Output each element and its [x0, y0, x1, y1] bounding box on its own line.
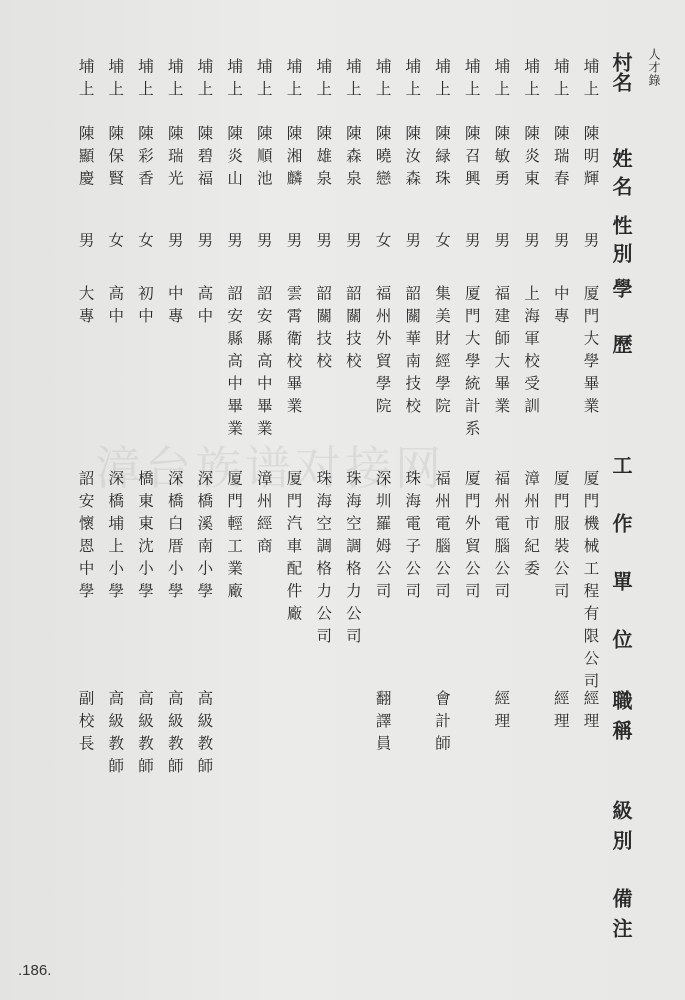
village-cell: 埔上	[314, 58, 333, 103]
education-cell: 厦門大學畢業	[581, 285, 600, 420]
workplace-cell: 厦門機械工程有限公司	[581, 470, 600, 695]
education-cell: 雲霄衛校畢業	[284, 285, 303, 420]
workplace-cell: 深橋埔上小學	[106, 470, 125, 605]
village-cell: 埔上	[225, 58, 244, 103]
education-cell: 厦門大學統計系	[462, 285, 481, 443]
title-cell: 副校長	[76, 690, 95, 758]
title-cell: 經理	[551, 690, 570, 735]
name-cell: 陳曉戀	[373, 125, 392, 193]
workplace-cell: 厦門服裝公司	[551, 470, 570, 605]
gender-cell: 男	[551, 232, 570, 255]
village-cell: 埔上	[106, 58, 125, 103]
education-cell: 中專	[551, 285, 570, 330]
workplace-cell: 珠海空調格力公司	[343, 470, 362, 650]
workplace-cell: 漳州經商	[254, 470, 273, 560]
village-cell: 埔上	[522, 58, 541, 103]
header-remarks: 備注	[609, 888, 633, 948]
name-cell: 陳汝森	[403, 125, 422, 193]
name-cell: 陳順池	[254, 125, 273, 193]
education-cell: 韶關技校	[314, 285, 333, 375]
village-cell: 埔上	[373, 58, 392, 103]
village-cell: 埔上	[492, 58, 511, 103]
header-title: 職稱	[609, 690, 633, 750]
title-cell: 高級教師	[165, 690, 184, 780]
education-cell: 高中	[106, 285, 125, 330]
name-cell: 陳瑞光	[165, 125, 184, 193]
name-cell: 陳敏勇	[492, 125, 511, 193]
title-cell: 會計師	[433, 690, 451, 758]
workplace-cell: 深橋溪南小學	[195, 470, 214, 605]
header-education: 學歷	[609, 278, 633, 390]
workplace-cell: 珠海空調格力公司	[314, 470, 333, 650]
header-workplace: 工作單位	[609, 455, 633, 687]
workplace-cell: 厦門外貿公司	[462, 470, 481, 605]
education-cell: 集美財經學院	[433, 285, 451, 420]
workplace-cell: 厦門輕工業廠	[225, 470, 244, 605]
workplace-cell: 深橋白厝小學	[165, 470, 184, 605]
watermark: 漳台族谱对接网	[95, 441, 445, 495]
name-cell: 陳瑞春	[551, 125, 570, 193]
education-cell: 上海軍校受訓	[522, 285, 541, 420]
name-cell: 陳湘麟	[284, 125, 303, 193]
gender-cell: 男	[284, 232, 303, 255]
workplace-cell: 福州電腦公司	[433, 470, 451, 605]
village-cell: 埔上	[433, 58, 451, 103]
education-cell: 詔安縣高中畢業	[225, 285, 244, 443]
village-cell: 埔上	[195, 58, 214, 103]
education-cell: 高中	[195, 285, 214, 330]
village-cell: 埔上	[343, 58, 362, 103]
workplace-cell: 深圳羅姆公司	[373, 470, 392, 605]
name-cell: 陳炎東	[522, 125, 541, 193]
village-cell: 埔上	[165, 58, 184, 103]
name-cell: 陳保賢	[106, 125, 125, 193]
village-cell: 埔上	[403, 58, 422, 103]
education-cell: 中專	[165, 285, 184, 330]
gender-cell: 男	[343, 232, 362, 255]
village-cell: 埔上	[76, 58, 95, 103]
title-cell: 經理	[492, 690, 511, 735]
header-level: 級別	[609, 800, 633, 860]
title-cell: 經理	[581, 690, 600, 735]
name-cell: 陳緑珠	[433, 125, 451, 193]
gender-cell: 男	[462, 232, 481, 255]
education-cell: 詔安縣高中畢業	[254, 285, 273, 443]
gender-cell: 男	[195, 232, 214, 255]
workplace-cell: 橋東東沈小學	[136, 470, 154, 605]
header-village: 村名	[609, 52, 633, 92]
gender-cell: 男	[403, 232, 422, 255]
title-cell: 高級教師	[106, 690, 125, 780]
education-cell: 福州外貿學院	[373, 285, 392, 420]
title-cell: 高級教師	[195, 690, 214, 780]
workplace-cell: 珠海電子公司	[403, 470, 422, 605]
gender-cell: 男	[76, 232, 95, 255]
village-cell: 埔上	[136, 58, 154, 103]
workplace-cell: 詔安懷恩中學	[76, 470, 95, 605]
gender-cell: 男	[314, 232, 333, 255]
title-cell: 高級教師	[136, 690, 154, 780]
gender-cell: 男	[581, 232, 600, 255]
village-cell: 埔上	[551, 58, 570, 103]
name-cell: 陳明輝	[581, 125, 600, 193]
name-cell: 陳召興	[462, 125, 481, 193]
workplace-cell: 漳州市紀委	[522, 470, 541, 583]
education-cell: 初中	[136, 285, 154, 330]
page-number: .186.	[18, 962, 52, 979]
village-cell: 埔上	[462, 58, 481, 103]
education-cell: 大專	[76, 285, 95, 330]
workplace-cell: 厦門汽車配件廠	[284, 470, 303, 628]
name-cell: 陳炎山	[225, 125, 244, 193]
workplace-cell: 福州電腦公司	[492, 470, 511, 605]
gender-cell: 女	[106, 232, 125, 255]
header-gender: 性別	[609, 215, 633, 271]
gender-cell: 男	[522, 232, 541, 255]
book-title: 人才錄	[647, 48, 661, 87]
education-cell: 韶關技校	[343, 285, 362, 375]
village-cell: 埔上	[581, 58, 600, 103]
gender-cell: 男	[225, 232, 244, 255]
title-cell: 翻譯員	[373, 690, 392, 758]
header-name: 姓名	[609, 148, 633, 204]
name-cell: 陳碧福	[195, 125, 214, 193]
education-cell: 韶關華南技校	[403, 285, 422, 420]
gender-cell: 男	[165, 232, 184, 255]
name-cell: 陳森泉	[343, 125, 362, 193]
education-cell: 福建師大畢業	[492, 285, 511, 420]
gender-cell: 男	[254, 232, 273, 255]
name-cell: 陳彩香	[136, 125, 154, 193]
name-cell: 陳顯慶	[76, 125, 95, 193]
gender-cell: 女	[433, 232, 451, 255]
gender-cell: 女	[373, 232, 392, 255]
village-cell: 埔上	[284, 58, 303, 103]
gender-cell: 女	[136, 232, 154, 255]
village-cell: 埔上	[254, 58, 273, 103]
gender-cell: 男	[492, 232, 511, 255]
name-cell: 陳雄泉	[314, 125, 333, 193]
